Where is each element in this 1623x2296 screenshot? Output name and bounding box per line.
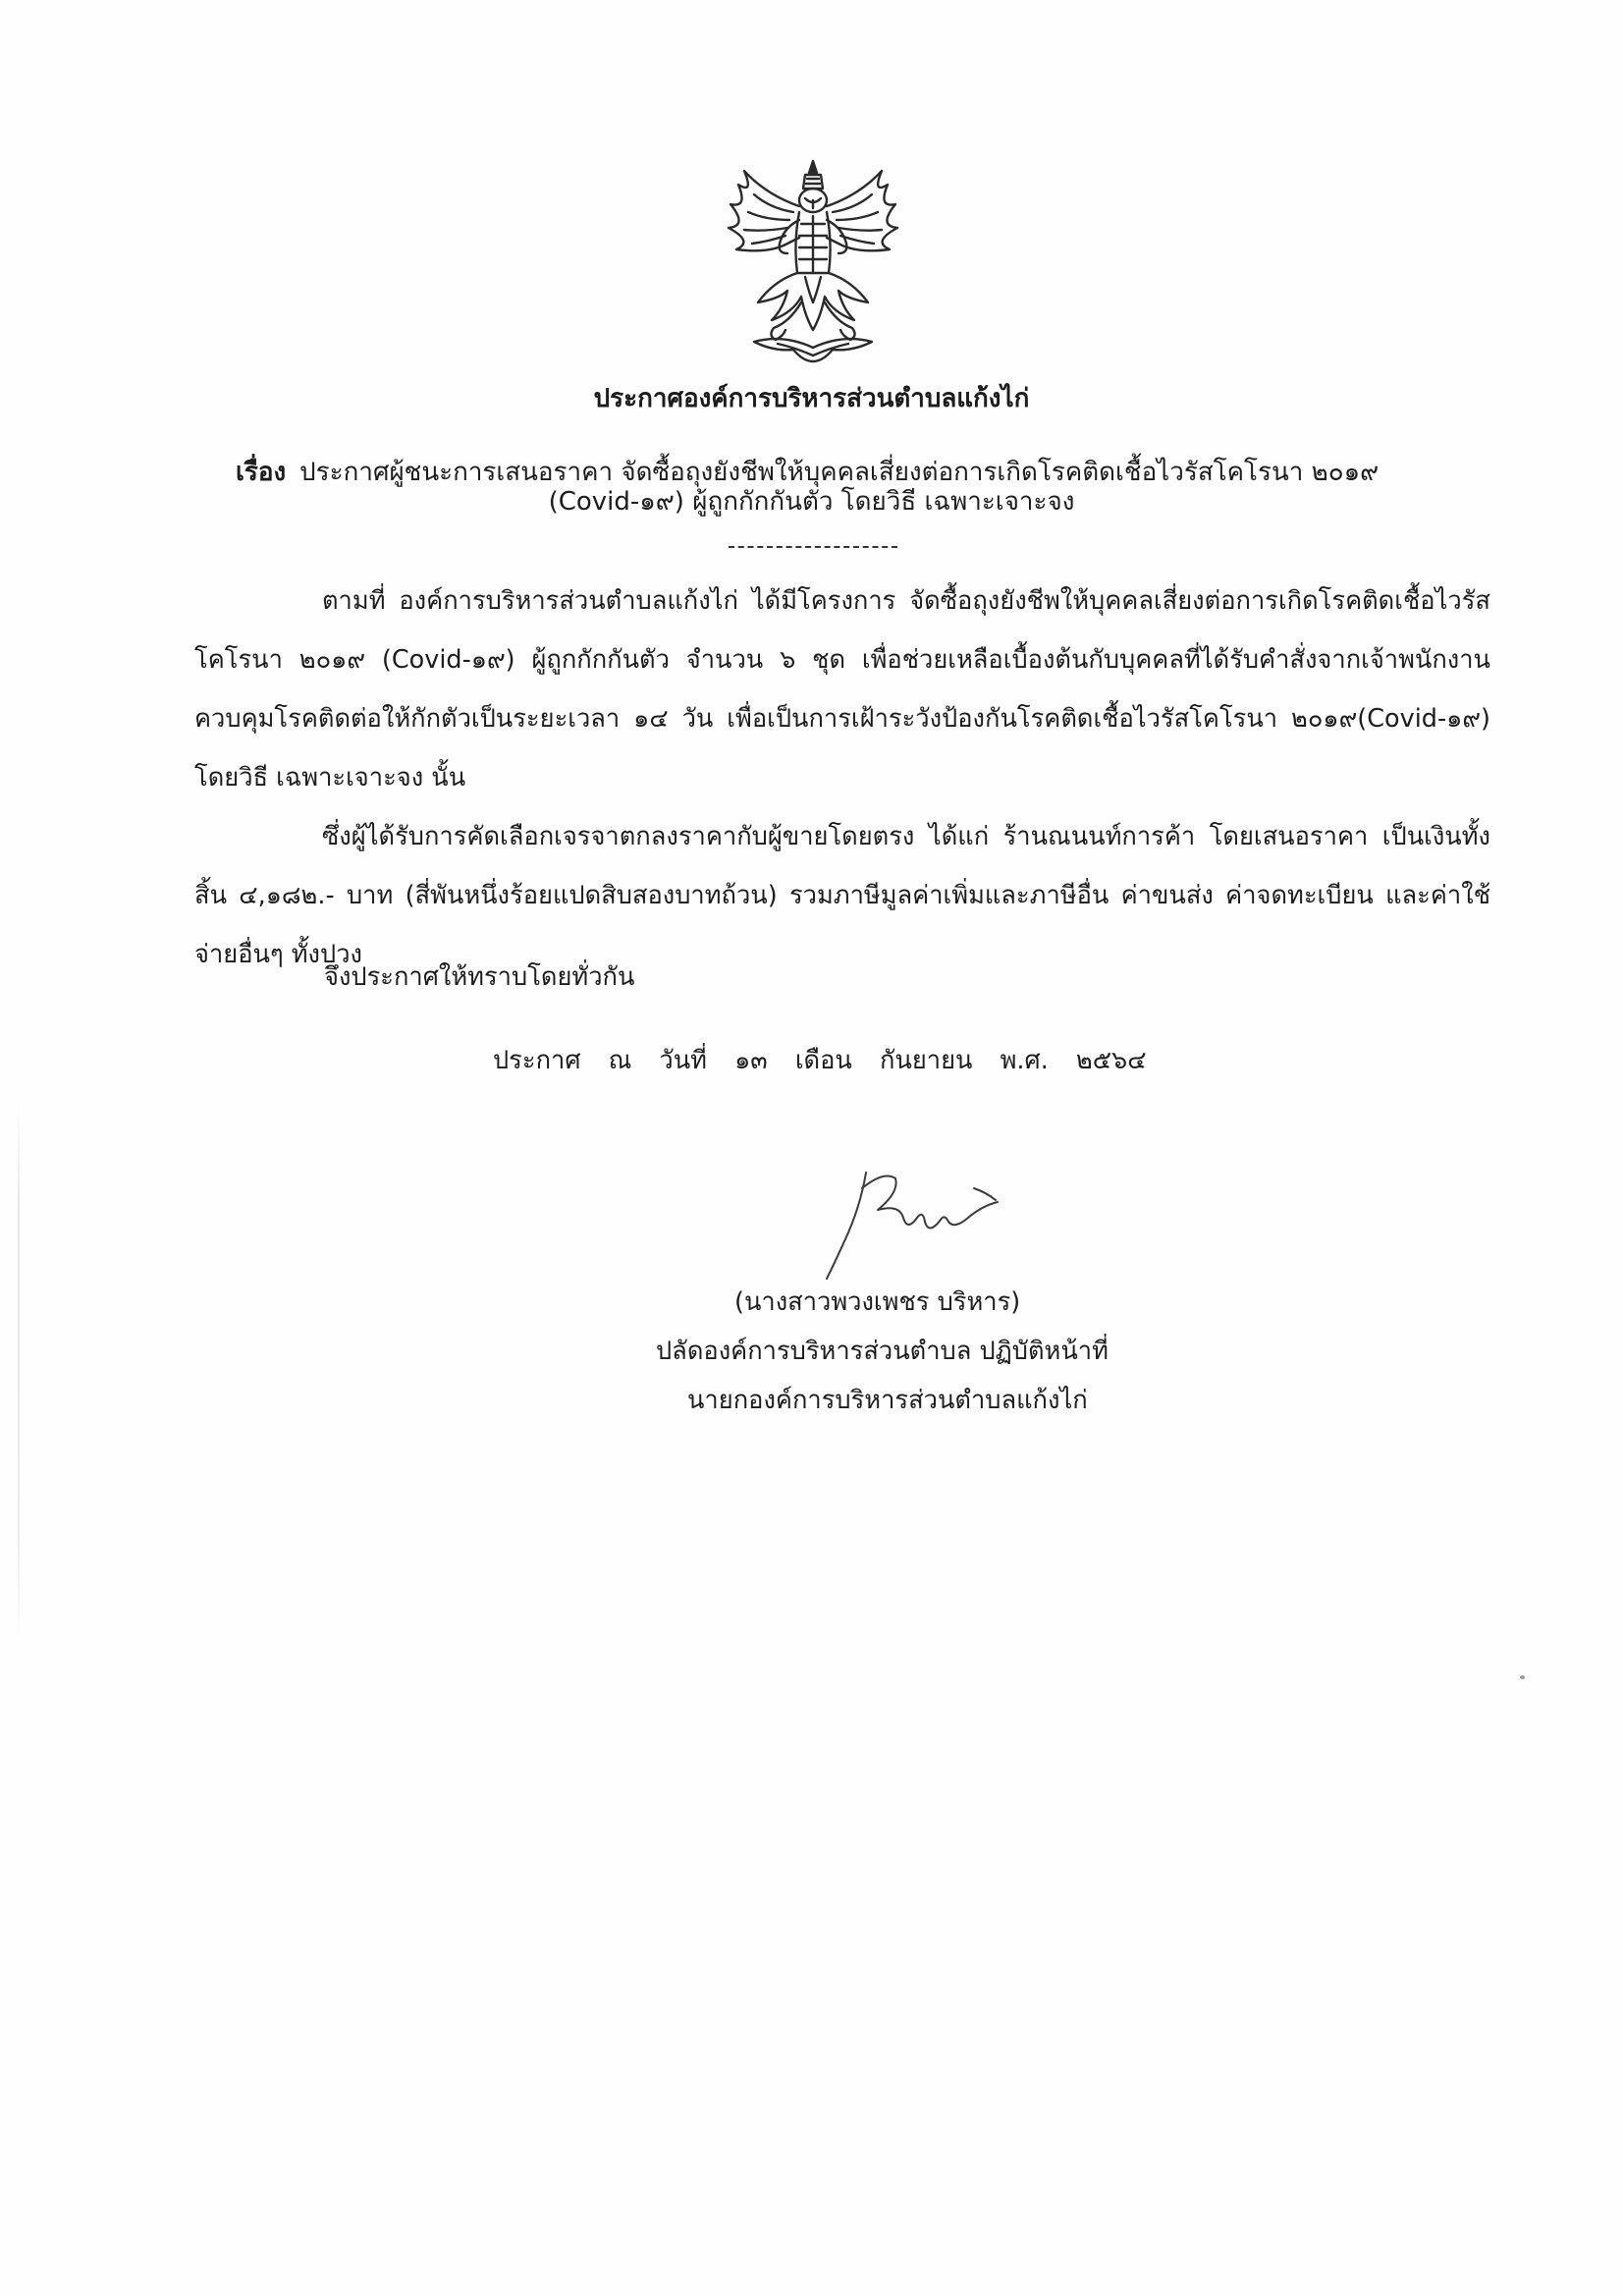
subject-text: ประกาศผู้ชนะการเสนอราคา จัดซื้อถุงยังชีพให้บุคคลเสี่ยงต่อการเกิดโรคติดเชื้อไวรัสโคโรนา ๒๐๑๙ <box>299 458 1380 487</box>
scan-speck <box>1520 1675 1525 1679</box>
date-year: ๒๕๖๔ <box>1075 1046 1147 1075</box>
date-prefix: ประกาศ <box>493 1046 581 1075</box>
announcement-title: ประกาศองค์การบริหารส่วนตำบลแก้งไก่ <box>593 384 1030 413</box>
body-text <box>194 572 1490 984</box>
scan-shadow-line <box>18 1100 20 1650</box>
subject-label: เรื่อง <box>236 458 287 487</box>
paragraph-project: ตามที่ องค์การบริหารส่วนตำบลแก้งไก่ ได้มีโครงการ จัดซื้อถุงยังชีพให้บุคคลเสี่ยงต่อการเกิดโรคติดเชื้อไวรัสโคโรนา ๒๐๑๙ (Covid-๑๙) ผู้ถูกกักกันตัว จำนวน ๖ ชุด เพื่อช่วยเหลือเบื้องต้นกับบุคคลที่ได้รับคำสั่งจากเจ้าพนักงานควบคุมโรคติดต่อให้กักตัวเป็นระยะเวลา ๑๔ วัน เพื่อเป็นการเฝ้าระวังป้องกันโรคติดเชื้อไวรัสโคโรนา ๒๐๑๙(Covid-๑๙) โดยวิธี เฉพาะเจาะจง นั้น <box>194 586 1490 793</box>
separator-rule <box>729 546 897 548</box>
announcement-date <box>493 1041 1166 1080</box>
date-month: กันยายน <box>879 1046 973 1075</box>
signer-acting-position: นายกองค์การบริหารส่วนตำบลแก้งไก่ <box>687 1386 1088 1415</box>
garuda-emblem-icon <box>715 155 911 365</box>
subject-continuation: (Covid-๑๙) ผู้ถูกกักกันตัว โดยวิธี เฉพาะเจาะจง <box>548 487 1075 517</box>
date-day: ๑๓ <box>734 1046 768 1075</box>
date-day-label: วันที่ <box>659 1046 707 1075</box>
signer-position: ปลัดองค์การบริหารส่วนตำบล ปฏิบัติหน้าที่ <box>656 1337 1109 1366</box>
date-month-label: เดือน <box>794 1046 852 1075</box>
date-year-label: พ.ศ. <box>1000 1046 1049 1075</box>
closing-statement: จึงประกาศให้ทราบโดยทั่วกัน <box>324 962 635 992</box>
handwritten-signature-icon <box>805 1149 1021 1286</box>
date-at: ณ <box>608 1046 632 1075</box>
paragraph-winner: ซึ่งผู้ได้รับการคัดเลือกเจรจาตกลงราคากับผู้ขายโดยตรง ได้แก่ ร้านณนนท์การค้า โดยเสนอราคา เป็นเงินทั้งสิ้น ๔,๑๘๒.- บาท (สี่พันหนึ่งร้อยแปดสิบสองบาทถ้วน) รวมภาษีมูลค่าเพิ่มและภาษีอื่น ค่าขนส่ง ค่าจดทะเบียน และค่าใช้ จ่ายอื่นๆ ทั้งปวง <box>194 822 1490 969</box>
signer-name: (นางสาวพวงเพชร บริหาร) <box>734 1287 1021 1317</box>
